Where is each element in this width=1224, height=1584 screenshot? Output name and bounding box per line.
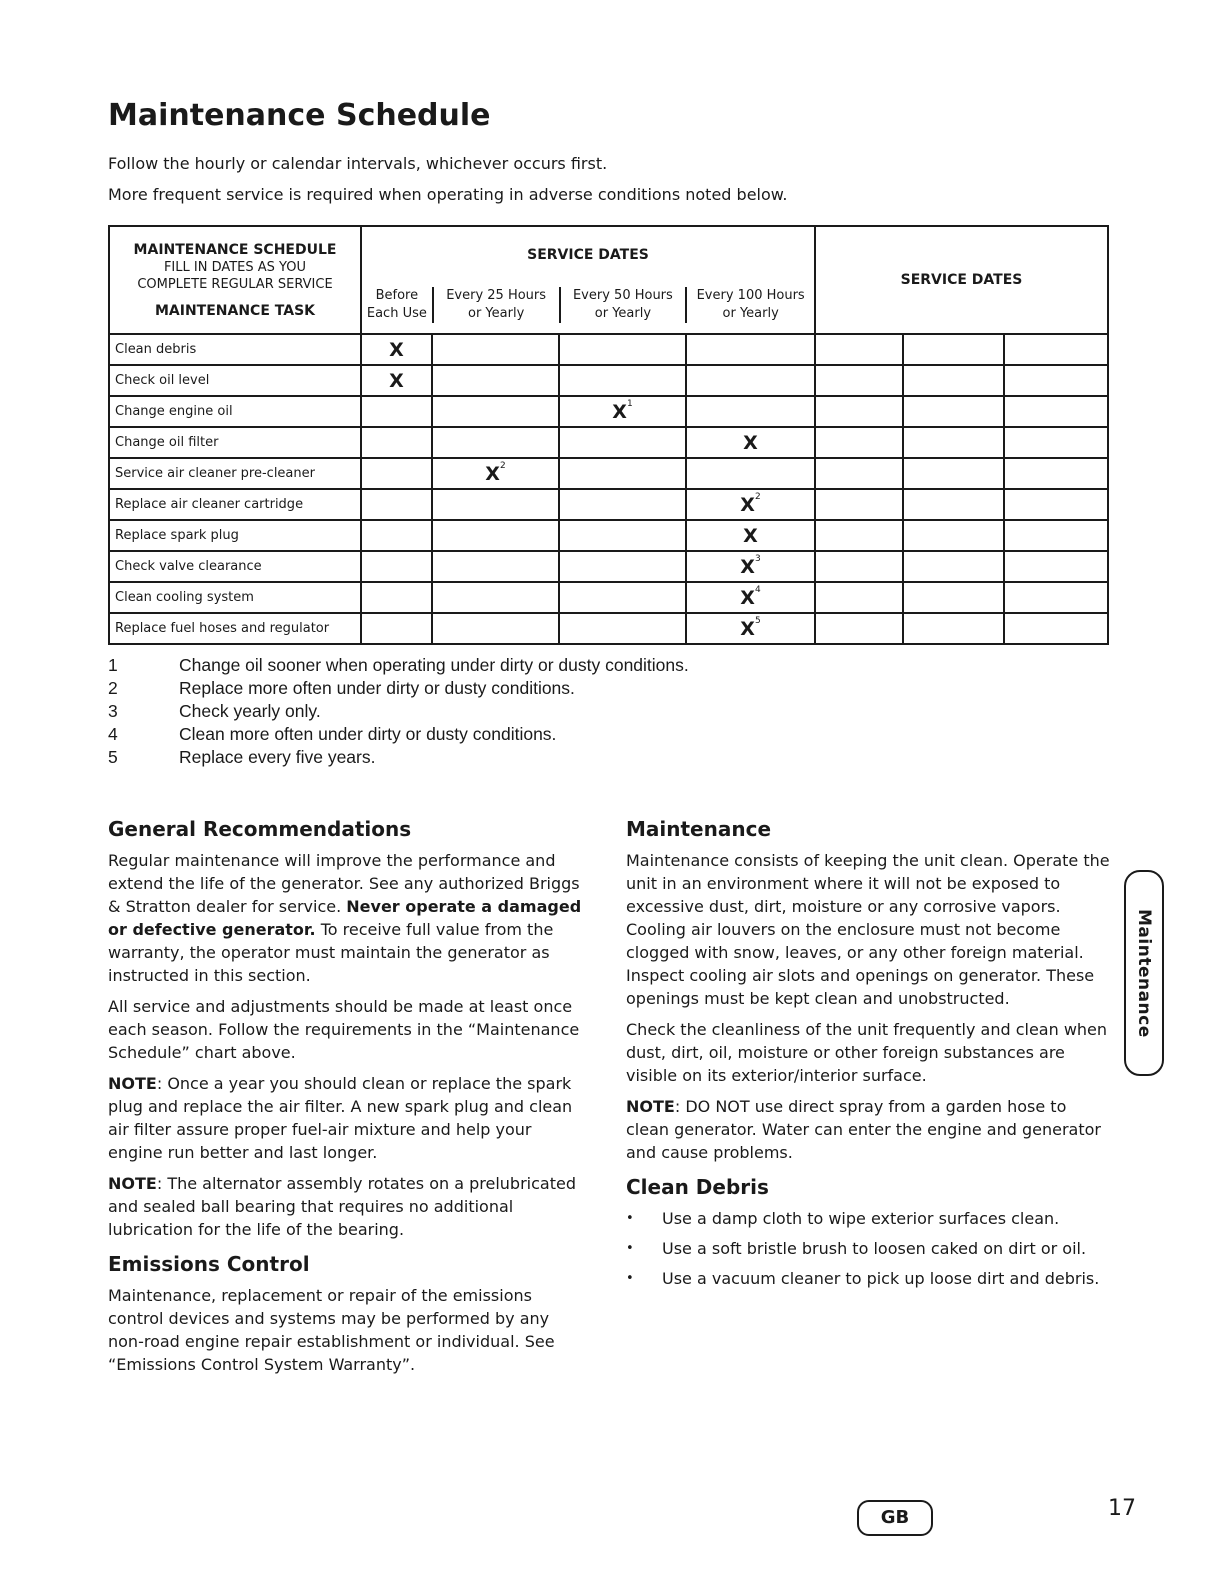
header-subtitle-2: COMPLETE REGULAR SERVICE bbox=[137, 277, 333, 292]
frequency-headers bbox=[362, 287, 814, 323]
table-header-left bbox=[109, 226, 361, 334]
schedule-mark-cell bbox=[432, 427, 559, 458]
header-subtitle-1: FILL IN DATES AS YOU bbox=[163, 260, 307, 275]
freq-header: Before Each Use bbox=[366, 288, 427, 321]
task-name-cell: Check valve clearance bbox=[109, 551, 361, 582]
general-paragraph-1: Regular maintenance will improve the performance and extend the life of the generator. See any authorized Briggs & Stratton dealer for service. Never operate a damaged or defective generator. To receive full value from the warranty, the operator must maintain the generator as instructed in this section. bbox=[108, 851, 582, 985]
general-note-1: NOTE: Once a year you should clean or replace the spark plug and replace the air filter. A new spark plug and clean air filter assure proper fuel-air mixture and help your engine run better and last longer. bbox=[108, 1074, 573, 1162]
intro-text-1: Follow the hourly or calendar intervals, whichever occurs first. bbox=[108, 154, 608, 173]
intro-text-2: More frequent service is required when operating in adverse conditions noted below. bbox=[108, 185, 788, 204]
left-column bbox=[108, 818, 588, 1384]
schedule-mark-cell bbox=[559, 551, 686, 582]
general-paragraph-2: All service and adjustments should be made at least once each season. Follow the requirements in the “Maintenance Schedule” chart above. bbox=[108, 997, 580, 1062]
maintenance-schedule-table bbox=[108, 225, 1109, 645]
schedule-mark-cell: $X^4$ bbox=[686, 582, 815, 613]
schedule-mark-cell bbox=[361, 551, 432, 582]
emissions-paragraph: Maintenance, replacement or repair of the emissions control devices and systems may be performed by any non-road engine repair establishment or individual. See “Emissions Control System Warranty”. bbox=[108, 1286, 555, 1374]
service-date-cell bbox=[903, 520, 1004, 551]
service-date-cell bbox=[1004, 613, 1108, 644]
service-date-cell bbox=[1004, 334, 1108, 365]
schedule-mark-cell bbox=[432, 613, 559, 644]
schedule-mark-cell: X bbox=[361, 365, 432, 396]
schedule-mark-cell bbox=[361, 427, 432, 458]
schedule-mark-cell bbox=[432, 520, 559, 551]
task-name-cell: Clean debris bbox=[109, 334, 361, 365]
schedule-mark-cell bbox=[559, 613, 686, 644]
service-date-cell bbox=[903, 396, 1004, 427]
footnotes bbox=[108, 654, 689, 769]
task-name-cell: Replace air cleaner cartridge bbox=[109, 489, 361, 520]
region-badge: GB bbox=[857, 1500, 933, 1536]
service-date-cell bbox=[815, 489, 903, 520]
freq-header: Every 50 Hours or Yearly bbox=[559, 287, 686, 323]
clean-debris-heading: Clean Debris bbox=[626, 1175, 769, 1199]
schedule-mark-cell bbox=[361, 520, 432, 551]
service-date-cell bbox=[1004, 427, 1108, 458]
service-date-cell bbox=[903, 334, 1004, 365]
service-date-cell bbox=[903, 427, 1004, 458]
list-item: • Use a soft bristle brush to loosen caked on dirt or oil. bbox=[626, 1237, 1114, 1260]
table-row bbox=[109, 365, 1108, 396]
service-dates-right-header: SERVICE DATES bbox=[815, 226, 1108, 334]
schedule-mark-cell: X bbox=[361, 334, 432, 365]
schedule-mark-cell bbox=[361, 458, 432, 489]
schedule-mark-cell bbox=[432, 582, 559, 613]
task-name-cell: Change oil filter bbox=[109, 427, 361, 458]
schedule-mark-cell bbox=[432, 396, 559, 427]
table-row bbox=[109, 520, 1108, 551]
task-name-cell: Replace fuel hoses and regulator bbox=[109, 613, 361, 644]
page-number: 17 bbox=[1108, 1496, 1136, 1521]
table-row bbox=[109, 489, 1108, 520]
schedule-mark-cell bbox=[432, 365, 559, 396]
footnote: 3 Check yearly only. bbox=[108, 701, 321, 721]
schedule-mark-cell: X bbox=[686, 427, 815, 458]
page-title: Maintenance Schedule bbox=[108, 98, 491, 133]
schedule-mark-cell bbox=[432, 489, 559, 520]
footnote: 4 Clean more often under dirty or dusty conditions. bbox=[108, 724, 557, 744]
schedule-mark-cell bbox=[559, 520, 686, 551]
service-date-cell bbox=[815, 334, 903, 365]
footnote: 5 Replace every five years. bbox=[108, 747, 376, 767]
service-date-cell bbox=[815, 551, 903, 582]
service-dates-header bbox=[361, 226, 815, 334]
schedule-mark-cell: $X^3$ bbox=[686, 551, 815, 582]
schedule-mark-cell: $X^2$ bbox=[432, 458, 559, 489]
maintenance-heading: Maintenance bbox=[626, 817, 772, 841]
table-row bbox=[109, 551, 1108, 582]
schedule-mark-cell bbox=[686, 334, 815, 365]
service-date-cell bbox=[903, 613, 1004, 644]
schedule-mark-cell: $X^5$ bbox=[686, 613, 815, 644]
freq-header: Every 100 Hours or Yearly bbox=[685, 287, 814, 323]
service-date-cell bbox=[1004, 551, 1108, 582]
service-date-cell bbox=[1004, 489, 1108, 520]
clean-debris-list bbox=[626, 1207, 1114, 1290]
footnote: 2 Replace more often under dirty or dusty conditions. bbox=[108, 678, 575, 698]
schedule-mark-cell bbox=[559, 334, 686, 365]
task-name-cell: Clean cooling system bbox=[109, 582, 361, 613]
maintenance-task-label: MAINTENANCE TASK bbox=[154, 303, 315, 319]
task-name-cell: Service air cleaner pre-cleaner bbox=[109, 458, 361, 489]
schedule-mark-cell bbox=[686, 365, 815, 396]
schedule-mark-cell bbox=[559, 365, 686, 396]
schedule-mark-cell bbox=[361, 489, 432, 520]
schedule-mark-cell bbox=[559, 582, 686, 613]
right-column bbox=[626, 818, 1114, 1297]
maintenance-paragraph-2: Check the cleanliness of the unit frequently and clean when dust, dirt, oil, moisture or other foreign substances are visible on its exterior/interior surface. bbox=[626, 1020, 1108, 1085]
schedule-mark-cell: $X^2$ bbox=[686, 489, 815, 520]
service-dates-label: SERVICE DATES bbox=[527, 247, 649, 263]
schedule-mark-cell bbox=[559, 458, 686, 489]
service-date-cell bbox=[1004, 520, 1108, 551]
emissions-control-heading: Emissions Control bbox=[108, 1252, 310, 1276]
schedule-mark-cell bbox=[559, 427, 686, 458]
header-title: MAINTENANCE SCHEDULE bbox=[133, 242, 337, 258]
general-recommendations-heading: General Recommendations bbox=[108, 817, 412, 841]
schedule-mark-cell bbox=[361, 613, 432, 644]
task-name-cell: Replace spark plug bbox=[109, 520, 361, 551]
freq-header: Every 25 Hours or Yearly bbox=[432, 287, 559, 323]
table-row bbox=[109, 613, 1108, 644]
list-item: • Use a damp cloth to wipe exterior surfaces clean. bbox=[626, 1207, 1114, 1230]
table-header-row bbox=[109, 226, 1108, 334]
service-date-cell bbox=[815, 396, 903, 427]
schedule-mark-cell bbox=[559, 489, 686, 520]
schedule-mark-cell bbox=[361, 582, 432, 613]
service-date-cell bbox=[815, 427, 903, 458]
service-date-cell bbox=[903, 489, 1004, 520]
service-date-cell bbox=[1004, 582, 1108, 613]
table-row bbox=[109, 396, 1108, 427]
maintenance-note: NOTE: DO NOT use direct spray from a garden hose to clean generator. Water can enter the engine and generator and cause problems. bbox=[626, 1097, 1101, 1162]
general-note-2: NOTE: The alternator assembly rotates on a prelubricated and sealed ball bearing that requires no additional lubrication for the life of the bearing. bbox=[108, 1174, 576, 1239]
footnote: 1 Change oil sooner when operating under dirty or dusty conditions. bbox=[108, 655, 689, 675]
table-row bbox=[109, 427, 1108, 458]
service-date-cell bbox=[815, 458, 903, 489]
service-date-cell bbox=[815, 365, 903, 396]
schedule-mark-cell: X bbox=[686, 520, 815, 551]
schedule-mark-cell bbox=[361, 396, 432, 427]
list-item: • Use a vacuum cleaner to pick up loose dirt and debris. bbox=[626, 1267, 1114, 1290]
service-date-cell bbox=[1004, 365, 1108, 396]
service-date-cell bbox=[903, 365, 1004, 396]
service-date-cell bbox=[903, 582, 1004, 613]
schedule-mark-cell: $X^1$ bbox=[559, 396, 686, 427]
schedule-mark-cell bbox=[432, 551, 559, 582]
schedule-mark-cell bbox=[432, 334, 559, 365]
table-row bbox=[109, 334, 1108, 365]
service-date-cell bbox=[815, 582, 903, 613]
service-date-cell bbox=[903, 458, 1004, 489]
service-date-cell bbox=[815, 613, 903, 644]
service-date-cell bbox=[1004, 396, 1108, 427]
schedule-mark-cell bbox=[686, 396, 815, 427]
service-date-cell bbox=[903, 551, 1004, 582]
section-tab-maintenance: Maintenance bbox=[1124, 870, 1164, 1076]
maintenance-paragraph-1: Maintenance consists of keeping the unit clean. Operate the unit in an environment where it will not be exposed to excessive dust, dirt, moisture or any corrosive vapors. Cooling air louvers on the enclosure must not become clogged with snow, leaves, or any other foreign material. Inspect cooling air slots and openings on generator. These openings must be kept clean and unobstructed. bbox=[626, 851, 1110, 1008]
table-row bbox=[109, 582, 1108, 613]
schedule-mark-cell bbox=[686, 458, 815, 489]
service-date-cell bbox=[815, 520, 903, 551]
task-name-cell: Change engine oil bbox=[109, 396, 361, 427]
service-date-cell bbox=[1004, 458, 1108, 489]
table-row bbox=[109, 458, 1108, 489]
task-name-cell: Check oil level bbox=[109, 365, 361, 396]
